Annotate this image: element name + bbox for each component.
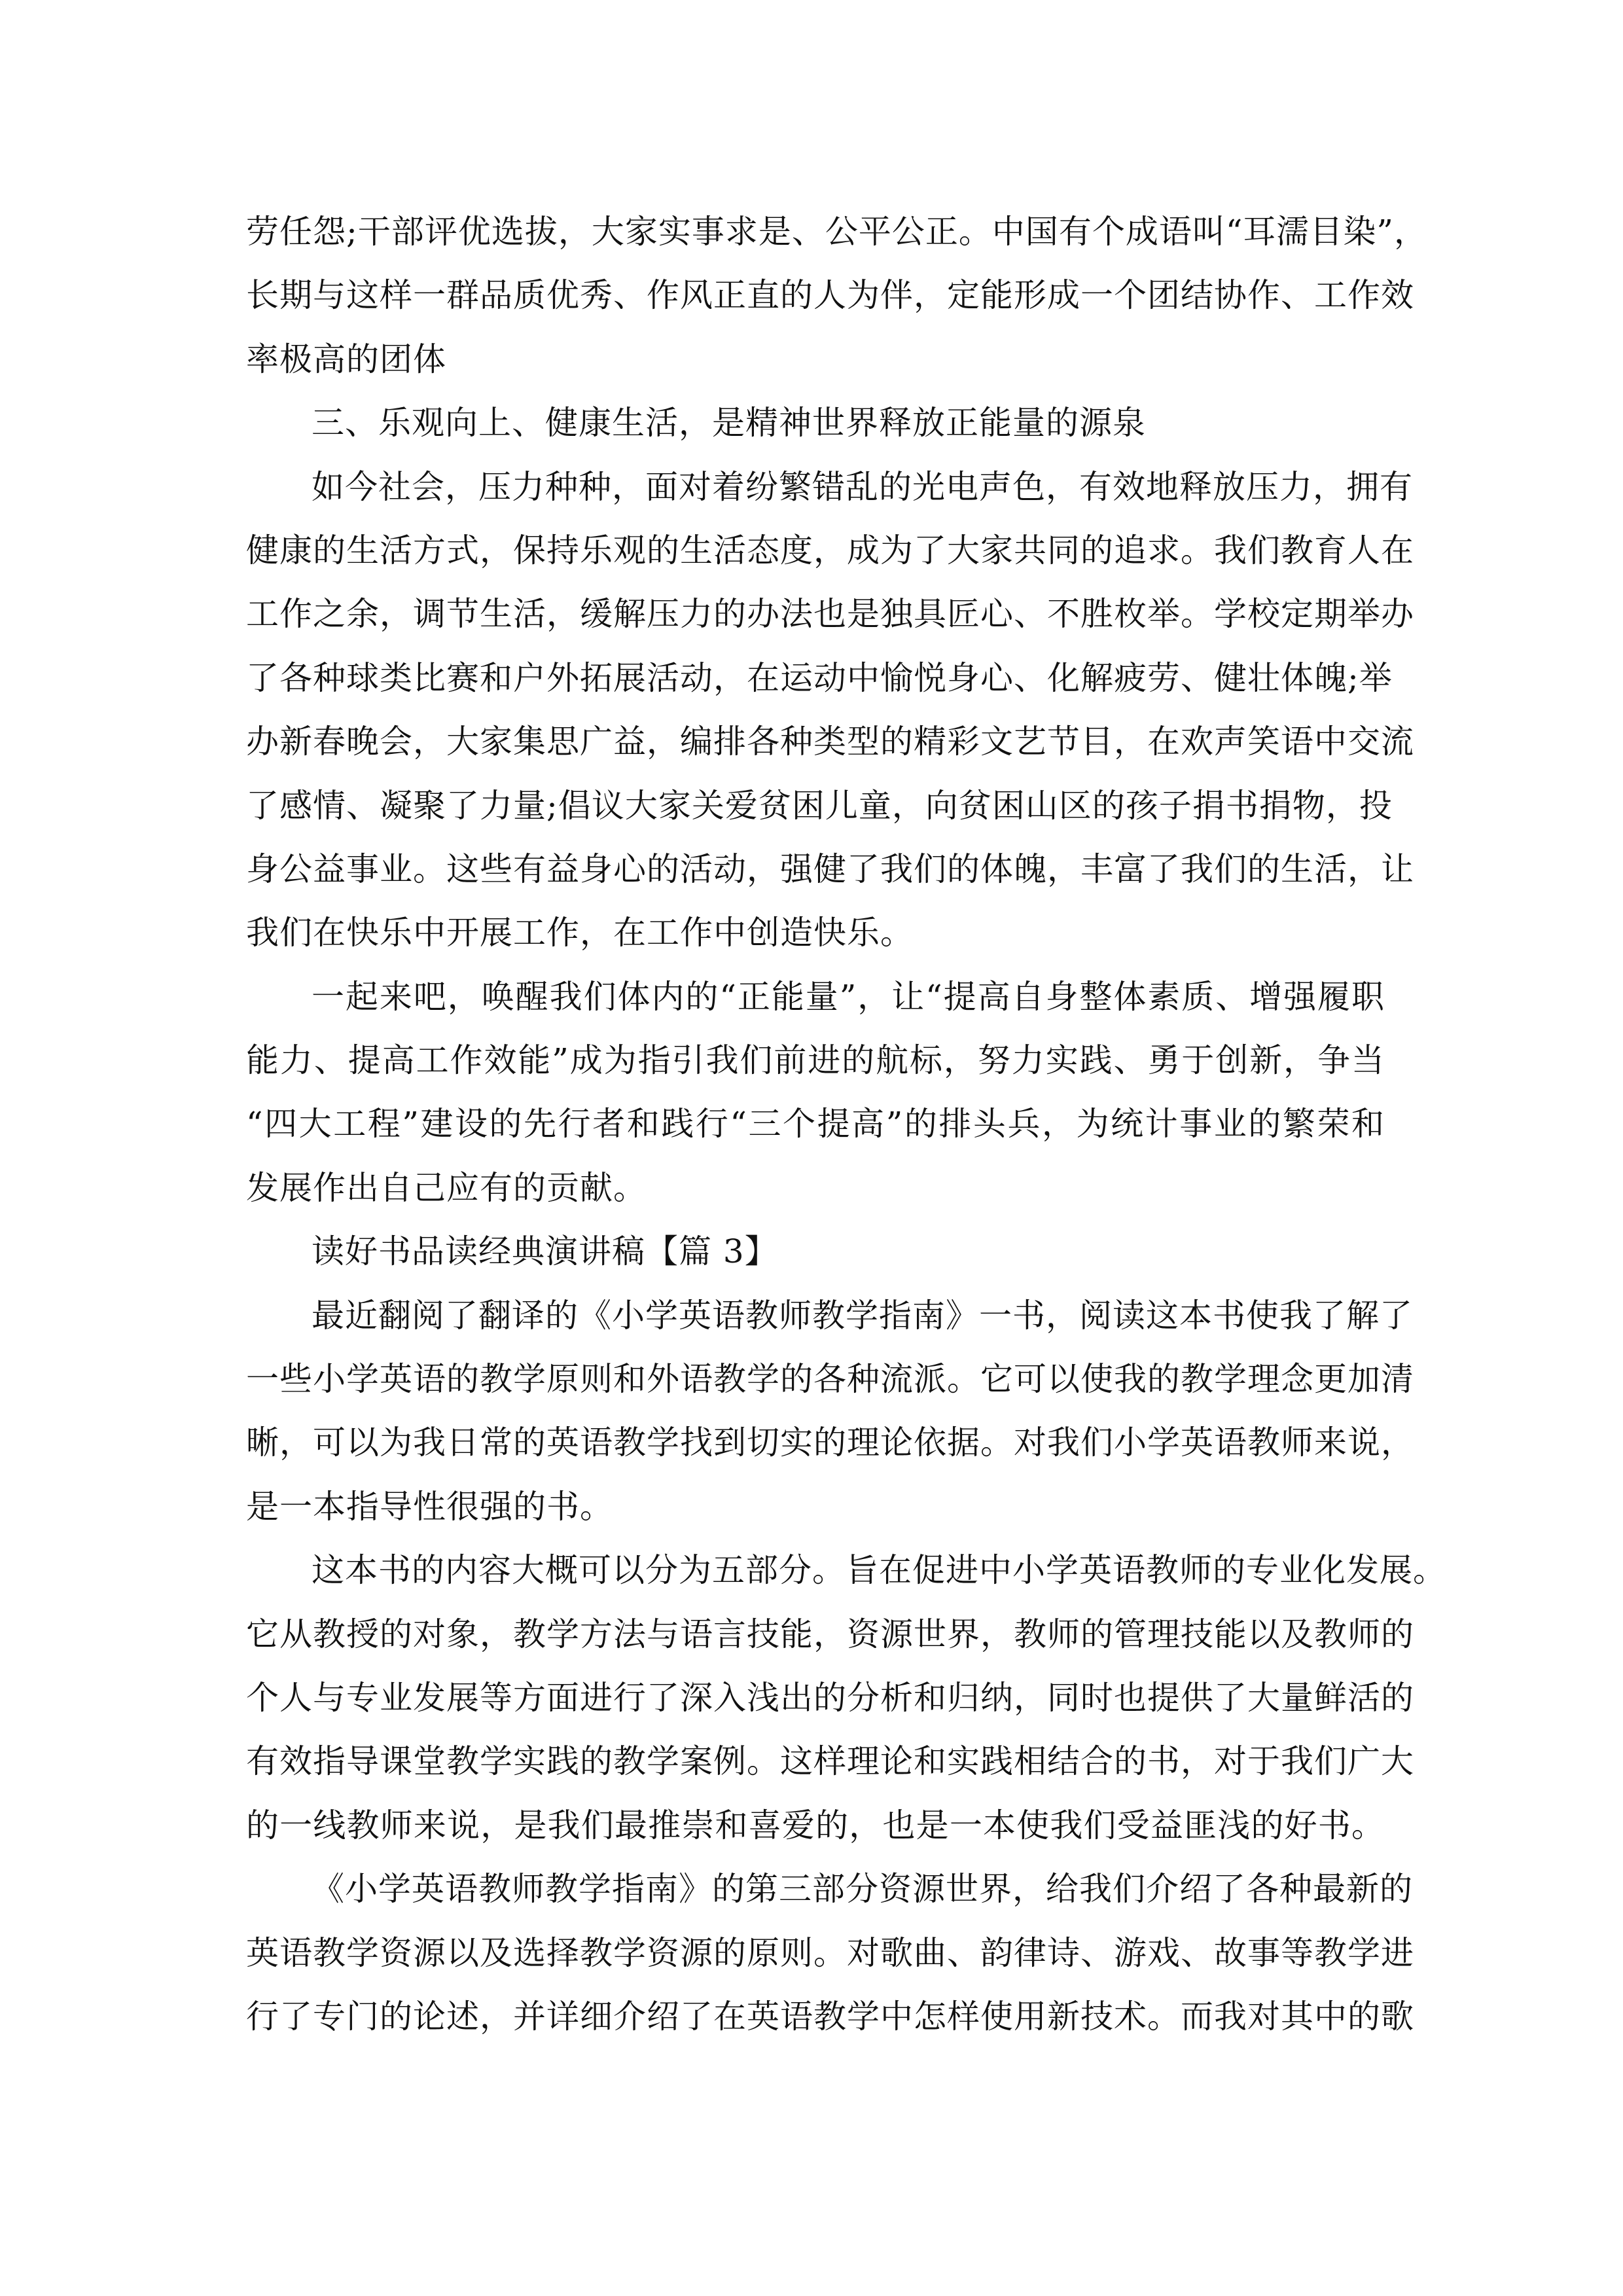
text-line: 晰，可以为我日常的英语教学找到切实的理论依据。对我们小学英语教师来说， bbox=[246, 1424, 1414, 1462]
text-line: 一些小学英语的教学原则和外语教学的各种流派。它可以使我的教学理念更加清 bbox=[246, 1360, 1414, 1399]
text-line: 工作之余，调节生活，缓解压力的办法也是独具匠心、不胜枚举。学校定期举办 bbox=[246, 595, 1414, 634]
section-heading: 三、乐观向上、健康生活，是精神世界释放正能量的源泉 bbox=[312, 404, 1146, 442]
text-line: 我们在快乐中开展工作，在工作中创造快乐。 bbox=[246, 914, 914, 952]
text-line: 健康的生活方式，保持乐观的生活态度，成为了大家共同的追求。我们教育人在 bbox=[246, 531, 1414, 569]
text-line: 这本书的内容大概可以分为五部分。旨在促进中小学英语教师的专业化发展。 bbox=[312, 1551, 1446, 1590]
text-line: 一起来吧，唤醒我们体内的“正能量”，让“提高自身整体素质、增强履职 bbox=[312, 977, 1385, 1016]
text-line: 如今社会，压力种种，面对着纷繁错乱的光电声色，有效地释放压力，拥有 bbox=[312, 467, 1413, 506]
text-line: 《小学英语教师教学指南》的第三部分资源世界，给我们介绍了各种最新的 bbox=[312, 1870, 1413, 1909]
section-heading: 读好书品读经典演讲稿【篇 3】 bbox=[312, 1232, 778, 1271]
text-line: 的一线教师来说，是我们最推崇和喜爱的，也是一本使我们受益匪浅的好书。 bbox=[246, 1806, 1385, 1844]
text-line: 长期与这样一群品质优秀、作风正直的人为伴，定能形成一个团结协作、工作效 bbox=[246, 276, 1414, 315]
text-line: 行了专门的论述，并详细介绍了在英语教学中怎样使用新技术。而我对其中的歌 bbox=[246, 1997, 1414, 2036]
text-line: 率极高的团体 bbox=[246, 340, 446, 378]
text-line: 英语教学资源以及选择教学资源的原则。对歌曲、韵律诗、游戏、故事等教学进 bbox=[246, 1933, 1414, 1972]
text-line: 劳任怨;干部评优选拔，大家实事求是、公平公正。中国有个成语叫“耳濡目染”， bbox=[246, 213, 1427, 251]
text-line: 了感情、凝聚了力量;倡议大家关爱贫困儿童，向贫困山区的孩子捐书捐物，投 bbox=[246, 786, 1393, 825]
text-line: 是一本指导性很强的书。 bbox=[246, 1487, 613, 1526]
text-line: 个人与专业发展等方面进行了深入浅出的分析和归纳，同时也提供了大量鲜活的 bbox=[246, 1678, 1414, 1717]
text-line: 最近翻阅了翻译的《小学英语教师教学指南》一书，阅读这本书使我了解了 bbox=[312, 1296, 1413, 1335]
text-line: “四大工程”建设的先行者和践行“三个提高”的排头兵，为统计事业的繁荣和 bbox=[246, 1105, 1385, 1143]
text-line: 身公益事业。这些有益身心的活动，强健了我们的体魄，丰富了我们的生活，让 bbox=[246, 850, 1414, 888]
document-body bbox=[246, 200, 1446, 2049]
text-line: 有效指导课堂教学实践的教学案例。这样理论和实践相结合的书，对于我们广大 bbox=[246, 1742, 1414, 1781]
text-line: 能力、提高工作效能”成为指引我们前进的航标，努力实践、勇于创新，争当 bbox=[246, 1041, 1385, 1080]
text-line: 它从教授的对象，教学方法与语言技能，资源世界，教师的管理技能以及教师的 bbox=[246, 1615, 1414, 1653]
text-line: 发展作出自己应有的贡献。 bbox=[246, 1168, 647, 1207]
text-line: 办新春晚会，大家集思广益，编排各种类型的精彩文艺节目，在欢声笑语中交流 bbox=[246, 723, 1414, 761]
text-line: 了各种球类比赛和户外拓展活动，在运动中愉悦身心、化解疲劳、健壮体魄;举 bbox=[246, 658, 1393, 697]
